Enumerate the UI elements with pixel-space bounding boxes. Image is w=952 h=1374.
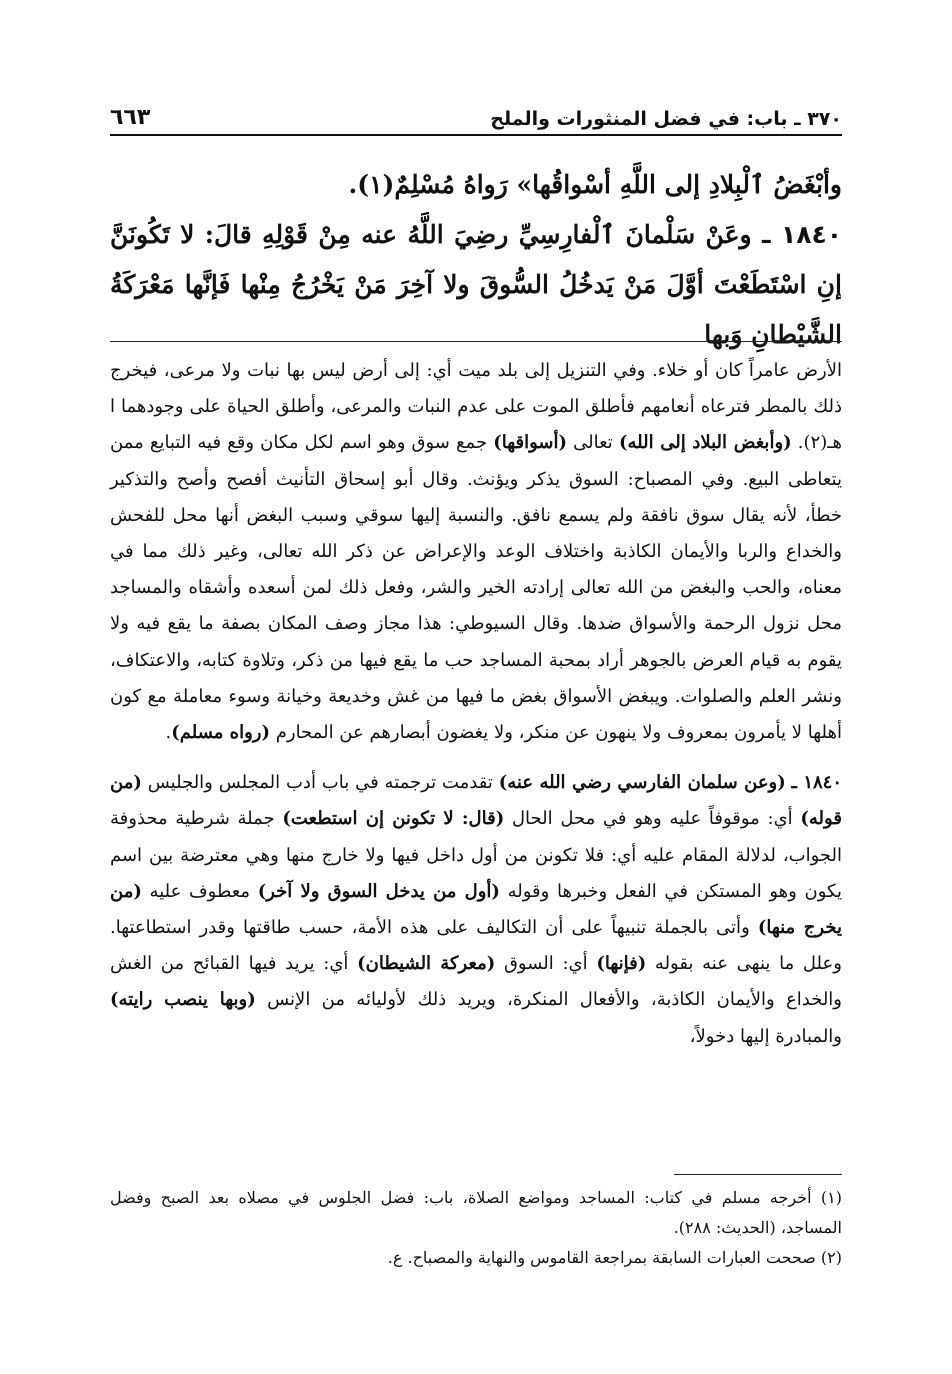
hadith-1840: [110, 210, 842, 360]
commentary-text: وأتى بالجملة تنبيهاً على أن التكاليف على هذه الأمة، حسب طاقتها وقدر استطاعتها. وعلل ما ينهى عنه بقوله: [110, 917, 842, 975]
commentary-text: أي: السوق: [503, 953, 588, 975]
previous-hadith-ending: [110, 160, 842, 210]
running-head: ٣٧٠ ـ باب: في فضل المنثورات والملح: [490, 108, 842, 130]
previous-hadith-text: وأبْغَضُ ٱلْبِلادِ إلى اللَّهِ أسْواقُها» رَواهُ مُسْلِمٌ(١).: [348, 170, 842, 199]
hadith-number: ١٨٤٠ ـ: [762, 220, 842, 249]
hadith-text-block: [110, 160, 842, 360]
commentary-text: تقدمت ترجمته في باب أدب المجلس والجليس: [147, 772, 493, 794]
quoted-phrase: (وعن سلمان الفارسي رضي الله عنه): [498, 772, 786, 794]
quoted-phrase: (قال: لا تكونن إن استطعت): [282, 808, 505, 830]
quoted-phrase: (وأبغض البلاد إلى الله): [618, 432, 792, 454]
page-header: [110, 86, 842, 136]
main-text-divider: [110, 341, 842, 342]
commentary-paragraph-2: [110, 765, 842, 1055]
commentary-block: [110, 353, 842, 1055]
quoted-phrase: (فإنها): [596, 953, 647, 975]
hadith-body: وعَنْ سَلْمانَ ٱلْفارِسِيِّ رضِيَ اللَّهُ عنه مِنْ قَوْلِهِ قالَ: لا تَكُونَنَّ إنِ اسْتَطَعْتَ أوَّلَ مَنْ يَدخُلُ السُّوقَ ولا آخِرَ مَنْ يَخْرُجُ مِنْها فَإنَّها مَعْرَكَةُ الشَّيْطانِ وَبها: [110, 220, 842, 349]
quoted-phrase: (رواه مسلم): [171, 722, 270, 744]
footnote-1: (١) أخرجه مسلم في كتاب: المساجد ومواضع الصلاة، باب: فضل الجلوس في مصلاه بعد الصبح وفضل المساجد، (الحديث: ٢٨٨).: [110, 1188, 842, 1237]
commentary-text: الأرض عامراً كان أو خلاء. وفي التنزيل إلى بلد ميت أي: إلى أرض ليس بها نبات ولا مرعى، فيخرج ذلك بالمطر فترعاه أنعامهم فأطلق الموت على عدم النبات والمرعى، وأطلق الحياة على وجودهما ا هـ(٢).: [110, 360, 842, 454]
commentary-text: أي: موقوفاً عليه وهو في محل الحال: [511, 808, 793, 830]
commentary-text: أي: يريد فيها القبائح من الغش والخداع والأيمان الكاذبة، والأفعال المنكرة، ويريد ذلك لأوليائه من الإنس: [110, 953, 842, 1011]
quoted-phrase: (من قوله): [110, 772, 842, 830]
footnotes-block: [110, 1183, 842, 1273]
commentary-text: جملة شرطية محذوفة الجواب، لدلالة المقام عليه أي: فلا تكونن من أول داخل فيها ولا خارج منها وهي معترضة بين اسم يكون وهو المستكن في الفعل وخبرها وقوله: [110, 808, 842, 902]
quoted-phrase: (وبها ينصب رايته): [110, 989, 256, 1011]
page-number: ٦٦٣: [110, 105, 151, 130]
footnote-divider: [674, 1174, 842, 1175]
commentary-paragraph-1: [110, 353, 842, 751]
quoted-phrase: (معركة الشيطان): [357, 953, 496, 975]
quoted-phrase: (أول من يدخل السوق ولا آخر): [257, 880, 500, 902]
commentary-text: والمبادرة إليها دخولاً،: [689, 1025, 842, 1047]
quoted-phrase: (من يخرج منها): [110, 880, 842, 939]
commentary-text: معطوف عليه: [149, 880, 251, 902]
hadith-number-ref: ١٨٤٠ ـ: [791, 772, 842, 794]
commentary-text: تعالى: [573, 432, 613, 454]
commentary-text: .: [165, 722, 172, 744]
commentary-text: جمع سوق وهو اسم لكل مكان وقع فيه التبايع ممن يتعاطى البيع. وفي المصباح: السوق يذكر ويؤنث. وقال أبو إسحاق التأنيث أفصح وأصح والتذكير خطأ، لأنه يقال سوق نافقة ولم يسمع نافق. والنسبة إليها سوقي وسبب البغض أنها محل للفحش والخداع والربا والأيمان الكاذبة واختلاف الوعد والإعراض عن ذكر الله تعالى، وغير ذلك مما في معناه، والحب والبغض من الله تعالى إرادته الخير والشر، وفعل ذلك لمن أسعده وأشقاه والمساجد محل نزول الرحمة والأسواق ضدها. وقال السيوطي: هذا مجاز وصف المكان بصفة ما يقع فيه ولا يقوم به قيام العرض بالجوهر أراد بمحبة المساجد حب ما يقع فيها من ذكر، وتلاوة كتابه، والاعتكاف، ونشر العلم والصلوات. ويبغض الأسواق بغض ما فيها من غش وخديعة وخيانة وسوء معاملة مع كون أهلها لا يأمرون بمعروف ولا ينهون عن منكر، ولا يغضون أبصارهم عن المحارم: [110, 432, 842, 744]
quoted-phrase: (أسواقها): [493, 432, 568, 454]
footnote-2: (٢) صححت العبارات السابقة بمراجعة القاموس والنهاية والمصباح. ع.: [387, 1248, 842, 1267]
